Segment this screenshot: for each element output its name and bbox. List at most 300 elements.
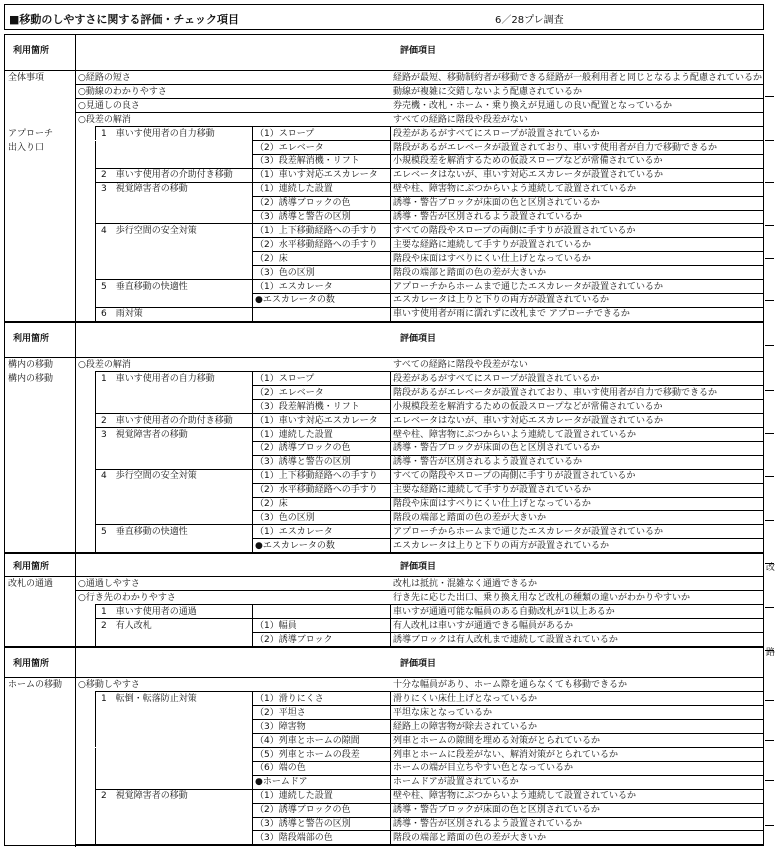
column-divider (390, 831, 391, 845)
column-divider (252, 483, 253, 497)
edge-tick (765, 225, 774, 226)
cell-a: ○移動しやすさ (78, 680, 140, 690)
column-divider (95, 400, 96, 414)
cell-c: （3）色の区別 (255, 267, 315, 278)
column-divider (252, 141, 253, 155)
table-row (5, 734, 763, 748)
column-divider (95, 441, 96, 455)
table-row (5, 168, 763, 182)
table-row (5, 706, 763, 720)
edge-tick (765, 520, 774, 521)
table-row (5, 414, 763, 428)
table-row (5, 372, 763, 386)
table-row (5, 678, 763, 692)
cell-d: 壁や柱、障害物にぶつからいよう連続して設置されているか (393, 791, 637, 802)
cell-a: ○段差の解消 (78, 114, 131, 125)
column-divider (390, 182, 391, 196)
cell-c: （2）平坦さ (255, 707, 306, 718)
column-divider (390, 372, 391, 386)
table-row (5, 293, 763, 307)
table-row (5, 238, 763, 252)
location-label: 構内の移動 (8, 374, 54, 384)
column-divider (390, 539, 391, 553)
column-divider (252, 400, 253, 414)
column-divider (95, 238, 96, 252)
cell-c: （1）連続した設置 (255, 184, 333, 195)
column-divider (390, 252, 391, 266)
column-divider (252, 748, 253, 762)
table-row (5, 539, 763, 553)
column-divider (390, 483, 391, 497)
cell-d: 段差があるがすべてにスロープが設置されているか (393, 373, 600, 384)
cell-d: 有人改札は車いすが通過できる幅員があるか (393, 620, 574, 631)
cell-c: ●ホームドア (255, 777, 308, 788)
edge-tick (765, 300, 774, 301)
cell-c: （2）エレベータ (255, 387, 324, 398)
table-row (5, 182, 763, 196)
column-divider (390, 734, 391, 748)
cell-d: 階段があるがエレベータが設置されており、車いす使用者が自力で移動できるか (393, 142, 718, 153)
location-label: 改札の通過 (8, 579, 54, 589)
header-location: 利用箇所 (13, 334, 50, 344)
column-divider (252, 196, 253, 210)
cell-a: ○動線のわかりやすさ (78, 86, 167, 97)
cell-b: 1 車いす使用者の自力移動 (101, 128, 215, 139)
cell-c: （2）誘導ブロックの色 (255, 805, 351, 816)
cell-d: ホームの端が目立ちやすい色となっているか (393, 763, 574, 774)
header-items: 評価項目 (400, 562, 437, 572)
column-divider (252, 372, 253, 386)
table-row (5, 483, 763, 497)
edge-tick (765, 563, 774, 564)
page-title: ■移動のしやすさに関する評価・チェック項目 (9, 13, 240, 26)
column-divider (95, 224, 96, 238)
column-divider (252, 619, 253, 633)
table-row (5, 469, 763, 483)
column-divider (252, 789, 253, 803)
column-divider (95, 775, 96, 789)
cell-c: （1）車いす対応エスカレータ (255, 415, 378, 426)
cell-b: 3 視覚障害者の移動 (101, 184, 188, 195)
table-row (5, 400, 763, 414)
cell-a: ○経路の短さ (78, 73, 131, 83)
column-divider (390, 210, 391, 224)
column-divider (95, 141, 96, 155)
column-divider (252, 210, 253, 224)
cell-b: 1 車いす使用者の通過 (101, 606, 197, 617)
header-items: 評価項目 (400, 334, 437, 344)
table-row (5, 525, 763, 539)
cell-d: 列車とホームの隙間を埋める対策がとられているか (393, 735, 601, 746)
column-divider (95, 168, 96, 182)
cell-d: 階段の端部と踏面の色の差が大きいか (393, 832, 547, 843)
header-items: 評価項目 (400, 46, 437, 56)
location-label: 構内の移動 (8, 360, 54, 370)
table-row (5, 307, 763, 321)
cell-c: （3）誘導と警告の区別 (255, 212, 351, 222)
cell-c: （1）車いす対応エスカレータ (255, 170, 378, 181)
cell-c: （1）幅員 (255, 620, 297, 631)
cell-b: 3 視覚障害者の移動 (101, 429, 188, 440)
column-divider (252, 633, 253, 647)
column-divider (95, 386, 96, 400)
table-row (5, 497, 763, 511)
cell-d: 平坦な床となっているか (393, 707, 493, 718)
table-row (5, 141, 763, 155)
cell-d: 誘導・警告が区別されるよう設置されているか (393, 212, 583, 222)
cell-c: （3）誘導と警告の区別 (255, 457, 351, 468)
cell-d: 滑りにくい床仕上げとなっているか (393, 693, 538, 704)
evaluation-checklist-sheet (4, 4, 764, 842)
edge-tick (765, 780, 774, 781)
column-divider (95, 511, 96, 525)
cell-c: （1）上下移動経路への手すり (255, 225, 378, 236)
edge-tick (765, 476, 774, 477)
column-divider (390, 293, 391, 307)
edge-tick (765, 700, 774, 701)
column-divider (252, 761, 253, 775)
cell-d: 階段の端部と踏面の色の差が大きいか (393, 267, 547, 278)
table-row (5, 113, 763, 127)
cell-d: 階段や床面はすべりにくい仕上げとなっているか (393, 499, 591, 509)
column-divider (252, 817, 253, 831)
column-divider (95, 831, 96, 845)
edge-fragment-1: 改 (766, 563, 775, 573)
column-divider (252, 525, 253, 539)
table-row (5, 789, 763, 803)
cell-c: （3）段差解消機・リフト (255, 156, 360, 167)
cell-c: ●エスカレータの数 (255, 540, 335, 551)
column-divider (390, 441, 391, 455)
column-divider (252, 441, 253, 455)
edge-tick (765, 390, 774, 391)
edge-tick (765, 96, 774, 97)
cell-d: 誘導・警告が区別されるよう設置されているか (393, 457, 583, 468)
column-divider (95, 605, 96, 619)
column-divider (390, 280, 391, 294)
table-row (5, 386, 763, 400)
cell-d: すべての経路に階段や段差がない (393, 360, 528, 370)
cell-d: 階段の端部と踏面の色の差が大きいか (393, 512, 547, 523)
cell-d: すべての経路に階段や段差がない (393, 114, 528, 125)
column-divider (390, 414, 391, 428)
header-location: 利用箇所 (13, 659, 50, 669)
cell-d: 小規模段差を解消するための仮設スロープなどが常備されているか (393, 156, 663, 167)
cell-c: （3）色の区別 (255, 512, 315, 523)
table-row (5, 748, 763, 762)
table-row (5, 210, 763, 224)
cell-c: （1）連続した設置 (255, 791, 333, 802)
cell-c: （1）エスカレータ (255, 281, 333, 292)
column-divider (95, 803, 96, 817)
column-divider (95, 720, 96, 734)
cell-c: （2）誘導ブロック (255, 634, 333, 645)
column-divider (390, 428, 391, 442)
column-divider (95, 414, 96, 428)
cell-d: すべての階段やスロープの両側に手すりが設置されているか (393, 471, 636, 482)
cell-d: アプローチからホームまで通じたエスカレータが設置されているか (393, 281, 664, 292)
column-divider (252, 469, 253, 483)
cell-b: 4 歩行空間の安全対策 (101, 225, 197, 236)
column-divider (252, 280, 253, 294)
column-divider (390, 238, 391, 252)
cell-d: 動線が複雑に交錯しないよう配慮されているか (393, 86, 583, 97)
edge-tick (765, 140, 774, 141)
cell-a: ○見通しの良さ (78, 100, 140, 111)
column-divider (252, 266, 253, 280)
column-divider (390, 511, 391, 525)
cell-d: 券売機・改札・ホーム・乗り換えが見通しの良い配置となっているか (393, 100, 673, 111)
cell-d: 壁や柱、障害物にぶつからいよう連続して設置されているか (393, 184, 637, 195)
cell-d: 誘導・警告ブロックが床面の色と区別されているか (393, 443, 600, 454)
cell-c: （4）列車とホームの隙間 (255, 735, 360, 746)
column-divider (390, 633, 391, 647)
table-row (5, 71, 763, 85)
table-row (5, 761, 763, 775)
edge-tick (765, 345, 774, 346)
column-divider (95, 734, 96, 748)
column-divider (252, 168, 253, 182)
cell-b: 1 車いす使用者の自力移動 (101, 373, 215, 384)
edge-fragment-2: 路 (766, 648, 775, 658)
table-row (5, 280, 763, 294)
column-divider (252, 692, 253, 706)
cell-c: （2）床 (255, 499, 288, 509)
cell-b: 2 視覚障害者の移動 (101, 791, 188, 802)
cell-b: 6 雨対策 (101, 309, 143, 320)
table-row (5, 224, 763, 238)
cell-d: ホームドアが設置されているか (393, 777, 519, 788)
row-divider (75, 844, 763, 845)
section-1 (4, 34, 764, 322)
column-divider (95, 127, 96, 141)
section-3 (4, 552, 764, 648)
column-divider (95, 154, 96, 168)
cell-c: （1）上下移動経路への手すり (255, 471, 378, 482)
edge-tick (765, 650, 774, 651)
column-divider (252, 775, 253, 789)
cell-d: エスカレータは上りと下りの両方が設置されているか (393, 295, 610, 306)
cell-b: 4 歩行空間の安全対策 (101, 471, 197, 482)
cell-d: 誘導・警告が区別されるよう設置されているか (393, 819, 583, 829)
table-row (5, 358, 763, 372)
cell-a: ○通過しやすさ (78, 579, 140, 589)
cell-d: エレベータはないが、車いす対応エスカレータが設置されているか (393, 170, 664, 181)
cell-d: 階段や床面はすべりにくい仕上げとなっているか (393, 253, 591, 264)
table-row (5, 252, 763, 266)
cell-c: （1）スロープ (255, 373, 315, 384)
table-row (5, 455, 763, 469)
column-divider (252, 428, 253, 442)
column-divider (390, 619, 391, 633)
column-divider (252, 127, 253, 141)
cell-c: （3）障害物 (255, 721, 306, 732)
cell-c: （1）スロープ (255, 128, 315, 139)
header-location: 利用箇所 (13, 46, 50, 56)
cell-c: （3）階段端部の色 (255, 832, 333, 843)
cell-d: 車いすが通過可能な幅員のある自動改札が1以上あるか (393, 606, 615, 617)
column-divider (95, 469, 96, 483)
column-divider (252, 293, 253, 307)
cell-b: 1 転倒・転落防止対策 (101, 693, 197, 704)
header-location: 利用箇所 (13, 562, 50, 572)
column-divider (390, 525, 391, 539)
cell-d: 主要な経路に連続して手すりが設置されているか (393, 485, 592, 496)
column-divider (252, 307, 253, 321)
column-divider (252, 734, 253, 748)
cell-a: ○段差の解消 (78, 360, 131, 370)
cell-d: アプローチからホームまで通じたエスカレータが設置されているか (393, 526, 664, 537)
table-row (5, 633, 763, 647)
column-divider (95, 483, 96, 497)
column-divider (252, 539, 253, 553)
column-divider (252, 706, 253, 720)
column-divider (252, 252, 253, 266)
cell-d: 車いす使用者が雨に濡れずに改札まで アプローチできるか (393, 309, 630, 320)
cell-d: 経路が最短、移動制約者が移動できる経路が一般利用者と同じとなるよう配慮されているか (393, 73, 763, 83)
table-row (5, 266, 763, 280)
cell-c: （2）水平移動経路への手すり (255, 239, 378, 250)
column-divider (95, 196, 96, 210)
column-divider (95, 210, 96, 224)
cell-d: 経路上の障害物が除去されているか (393, 721, 538, 732)
cell-d: 誘導ブロックは有人改札まで連続して設置されているか (393, 634, 618, 645)
title-bar (4, 4, 764, 30)
table-row (5, 196, 763, 210)
column-divider (390, 196, 391, 210)
cell-d: 壁や柱、障害物にぶつからいよう連続して設置されているか (393, 429, 637, 440)
table-row (5, 803, 763, 817)
column-divider (95, 455, 96, 469)
column-divider (390, 168, 391, 182)
column-divider (390, 817, 391, 831)
column-divider (252, 182, 253, 196)
cell-d: エスカレータは上りと下りの両方が設置されているか (393, 540, 610, 551)
column-divider (252, 154, 253, 168)
column-divider (95, 372, 96, 386)
cell-c: （3）誘導と警告の区別 (255, 819, 351, 829)
cell-c: （1）滑りにくさ (255, 693, 324, 704)
location-label: ホームの移動 (8, 680, 63, 690)
cell-c: （3）段差解消機・リフト (255, 401, 360, 412)
column-divider (252, 511, 253, 525)
location-label: 全体事項 (8, 73, 45, 83)
table-row (5, 577, 763, 591)
column-divider (390, 706, 391, 720)
column-divider (252, 720, 253, 734)
column-divider (390, 400, 391, 414)
column-divider (390, 141, 391, 155)
column-divider (95, 539, 96, 553)
column-divider (252, 455, 253, 469)
column-divider (95, 280, 96, 294)
cell-d: 主要な経路に連続して手すりが設置されているか (393, 239, 592, 250)
column-divider (390, 266, 391, 280)
table-row (5, 831, 763, 845)
edge-tick (765, 433, 774, 434)
column-divider (95, 817, 96, 831)
table-row (5, 692, 763, 706)
column-divider (390, 455, 391, 469)
column-divider (390, 469, 391, 483)
edge-tick (765, 182, 774, 183)
cell-c: （2）誘導ブロックの色 (255, 443, 351, 454)
column-divider (95, 692, 96, 706)
cell-c: （2）誘導ブロックの色 (255, 198, 351, 209)
table-row (5, 720, 763, 734)
cell-c: （6）端の色 (255, 763, 306, 774)
cell-d: 十分な幅員があり、ホーム際を通らなくても移動できるか (393, 680, 628, 690)
column-divider (390, 386, 391, 400)
column-divider (390, 748, 391, 762)
column-divider (95, 748, 96, 762)
column-divider (95, 252, 96, 266)
column-divider (252, 831, 253, 845)
location-label: 出入り口 (8, 142, 45, 153)
column-divider (390, 761, 391, 775)
cell-a: ○行き先のわかりやすさ (78, 592, 176, 603)
edge-tick (765, 607, 774, 608)
column-divider (390, 127, 391, 141)
cell-b: 2 車いす使用者の介助付き移動 (101, 170, 233, 181)
table-row (5, 775, 763, 789)
edge-tick (765, 825, 774, 826)
column-divider (252, 497, 253, 511)
cell-b: 5 垂直移動の快適性 (101, 526, 188, 537)
column-divider (390, 497, 391, 511)
column-divider (252, 605, 253, 619)
column-divider (95, 266, 96, 280)
cell-c: （2）エレベータ (255, 142, 324, 153)
table-row (5, 127, 763, 141)
column-divider (390, 692, 391, 706)
table-row (5, 428, 763, 442)
column-divider (252, 414, 253, 428)
column-divider (95, 182, 96, 196)
table-row (5, 85, 763, 99)
cell-d: 階段があるがエレベータが設置されており、車いす使用者が自力で移動できるか (393, 387, 718, 398)
cell-c: （2）床 (255, 253, 288, 264)
column-divider (390, 307, 391, 321)
cell-b: 2 有人改札 (101, 620, 152, 631)
table-row (5, 605, 763, 619)
cell-d: 小規模段差を解消するための仮設スロープなどが常備されているか (393, 401, 663, 412)
edge-tick (765, 740, 774, 741)
column-divider (252, 238, 253, 252)
edge-tick (765, 258, 774, 259)
column-divider (390, 775, 391, 789)
column-divider (390, 720, 391, 734)
cell-d: 改札は抵抗・混雑なく通過できるか (393, 579, 538, 589)
column-divider (390, 803, 391, 817)
cell-b: 5 垂直移動の快適性 (101, 281, 188, 292)
column-divider (95, 633, 96, 647)
column-divider (95, 761, 96, 775)
cell-c: （2）水平移動経路への手すり (255, 485, 378, 496)
cell-d: エレベータはないが、車いす対応エスカレータが設置されているか (393, 415, 664, 426)
column-divider (95, 293, 96, 307)
table-row (5, 591, 763, 605)
cell-d: 列車とホームに段差がない、解消対策がとられているか (393, 749, 619, 760)
table-row (5, 154, 763, 168)
column-divider (390, 154, 391, 168)
survey-date: 6／28プレ調査 (495, 15, 564, 26)
column-divider (95, 706, 96, 720)
cell-b: 2 車いす使用者の介助付き移動 (101, 415, 233, 426)
column-divider (252, 803, 253, 817)
cell-c: ●エスカレータの数 (255, 295, 335, 306)
column-divider (390, 605, 391, 619)
